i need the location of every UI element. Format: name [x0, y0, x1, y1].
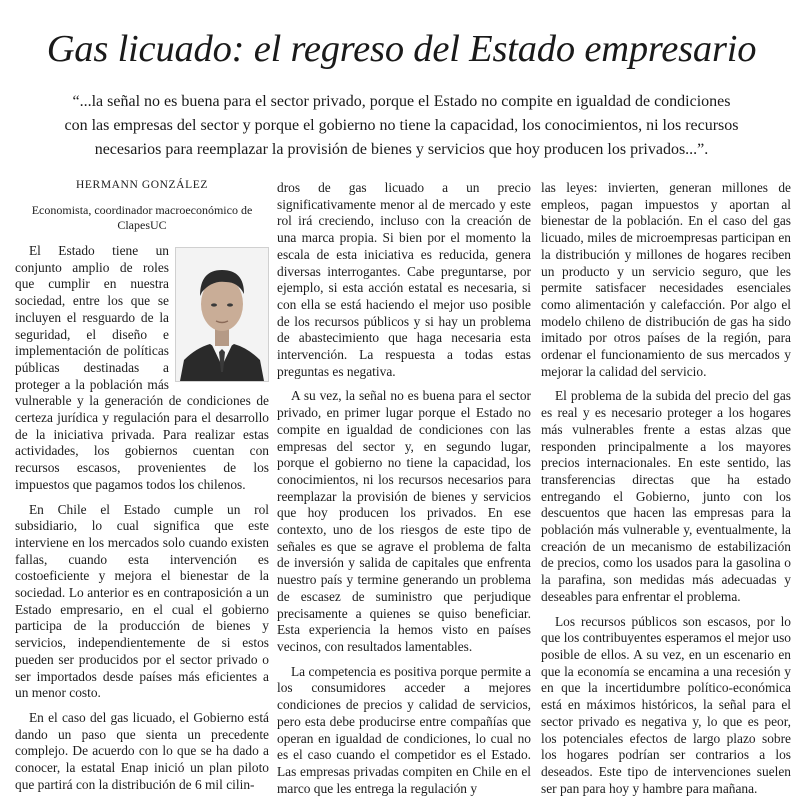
article-column-1 [15, 178, 269, 802]
paragraph: La competencia es positiva porque permite a los consumidores acceder a mejores condiciones de precios y calidad de servicios, pero esta debe producirse entre compañías que operan en igualdad de condiciones, lo cual no es el caso cuando el competidor es el Estado. Las empresas privadas compiten en Chile en el marco que les entrega la regulación y [277, 663, 531, 796]
paragraph: dros de gas licuado a un precio significativamente menor al de mercado y este rol irá creciendo, incluso con la creación de una marca propia. Si bien por el momento la escala de esta iniciativa es reducida, genera diversas interrogantes. Cabe preguntarse, por ejemplo, si esta acción estatal es necesaria, si con ella se está haciendo el mejor uso posible de los recursos públicos y si hay un problema de abastecimiento que haga necesaria esta intervención. La respuesta a todas estas preguntas es negativa. [277, 180, 531, 379]
paragraph: Los recursos públicos son escasos, por lo que los contribuyentes esperamos el mejor uso posible de ellos. A su vez, en un escenario en que la economía se encamina a una recesión y en que la incertidumbre político-económica está en máximos históricos, la señal para el sector privado es negativa y, lo que es peor, los potenciales efectos de largo plazo sobre los hogares podrían ser contrarios a los deseados. Este tipo de intervenciones suelen ser pan para hoy y hambre para mañana. [541, 613, 791, 796]
author-role: Economista, coordinador macroeconómico de [31, 203, 253, 217]
article-headline: Gas licuado: el regreso del Estado empresario [46, 28, 757, 70]
pull-quote-line: “...la señal no es buena para el sector privado, porque el Estado no compite en igualdad de condiciones [72, 93, 731, 110]
author-name: HERMANN GONZÁLEZ [76, 179, 208, 191]
author-photo [175, 247, 269, 382]
pull-quote-line: necesarios para reemplazar la provisión de bienes y servicios que hoy producen los privados...”. [94, 141, 709, 158]
paragraph: las leyes: invierten, generan millones de empleos, pagan impuestos y aportan al bienestar de la población. En el caso del gas licuado, miles de microempresas participan en la distribución y millones de hogares reciben un producto y un servicio seguro, que les permite satisfacer necesidades esenciales como alimentación y calefacción. Por algo el modelo chileno de distribución de gas ha sido imitado por otros países de la región, para ordenar el funcionamiento de sus mercados y mejorar la calidad del servicio. [541, 180, 791, 379]
article-column-2 [277, 180, 531, 805]
paragraph: A su vez, la señal no es buena para el sector privado, en primer lugar porque el Estado no compite en igualdad de condiciones con las empresas del sector y, en segundo lugar, porque el gobierno no tiene la capacidad, los conocimientos, ni los recursos necesarios para reemplazar la provisión de bienes y servicios que hoy producen los privados. En ese contexto, uno de los riesgos de este tipo de señales es que se agrave el problema de falta de inversión y salida de capitales que enfrenta nuestro país y termine generando un problema de escasez de suministro que perjudique precisamente a quienes se quiso beneficiar. Esta experiencia la hemos visto en países vecinos, con resultados lamentables. [277, 388, 531, 654]
article-column-3 [541, 180, 791, 805]
paragraph: El problema de la subida del precio del gas es real y es necesario proteger a los hogares más vulnerables frente a estas alzas que responden principalmente a los mayores precios internacionales. En este sentido, las transferencias directas que ha estado entregando el Gobierno, junto con los descuentos que hacen las empresas para la población más vulnerable y, eventualmente, la creación de un mecanismo de estabilización de precios, como los usados para la gasolina o la parafina, son medidas más adecuadas y deseables para enfrentar el problema. [541, 388, 791, 604]
author-block [15, 178, 269, 233]
pull-quote-line: con las empresas del sector y porque el gobierno no tiene la capacidad, los conocimientos, ni los recursos [64, 117, 739, 134]
paragraph: En el caso del gas licuado, el Gobierno está dando un paso que sienta un precedente complejo. De acuerdo con lo que se ha dado a conocer, la estatal Enap inició un plan piloto que partirá con la distribución de 6 mil cilin- [15, 709, 269, 792]
portrait-image [176, 248, 268, 381]
paragraph: En Chile el Estado cumple un rol subsidiario, lo cual significa que este interviene en los mercados solo cuando existen fallas, cuando esta intervención es costoeficiente y mejora el bienestar de la sociedad. Lo anterior es en contraposición a un Estado empresario, en el cual el gobierno participa de la producción de bienes y servicios, independientemente de si estos pueden ser producidos por el sector privado o ser importados desde países más eficientes a un menor costo. [15, 501, 269, 701]
paragraph: El Estado tiene un conjunto amplio de roles que cumplir en nuestra sociedad, entre los que se incluyen el resguardo de la seguridad, el diseño e implementación de políticas públicas destinadas a proteger a la población más vulnerable y la generación de condiciones de certeza jurídica y regulación para el desarrollo de la iniciativa privada. Para realizar estas actividades, los gobiernos cuentan con recursos escasos, provenientes de los impuestos que pagamos todos los chilenos. [15, 243, 269, 492]
author-affiliation: ClapesUC [117, 218, 167, 232]
pull-quote [16, 90, 787, 162]
